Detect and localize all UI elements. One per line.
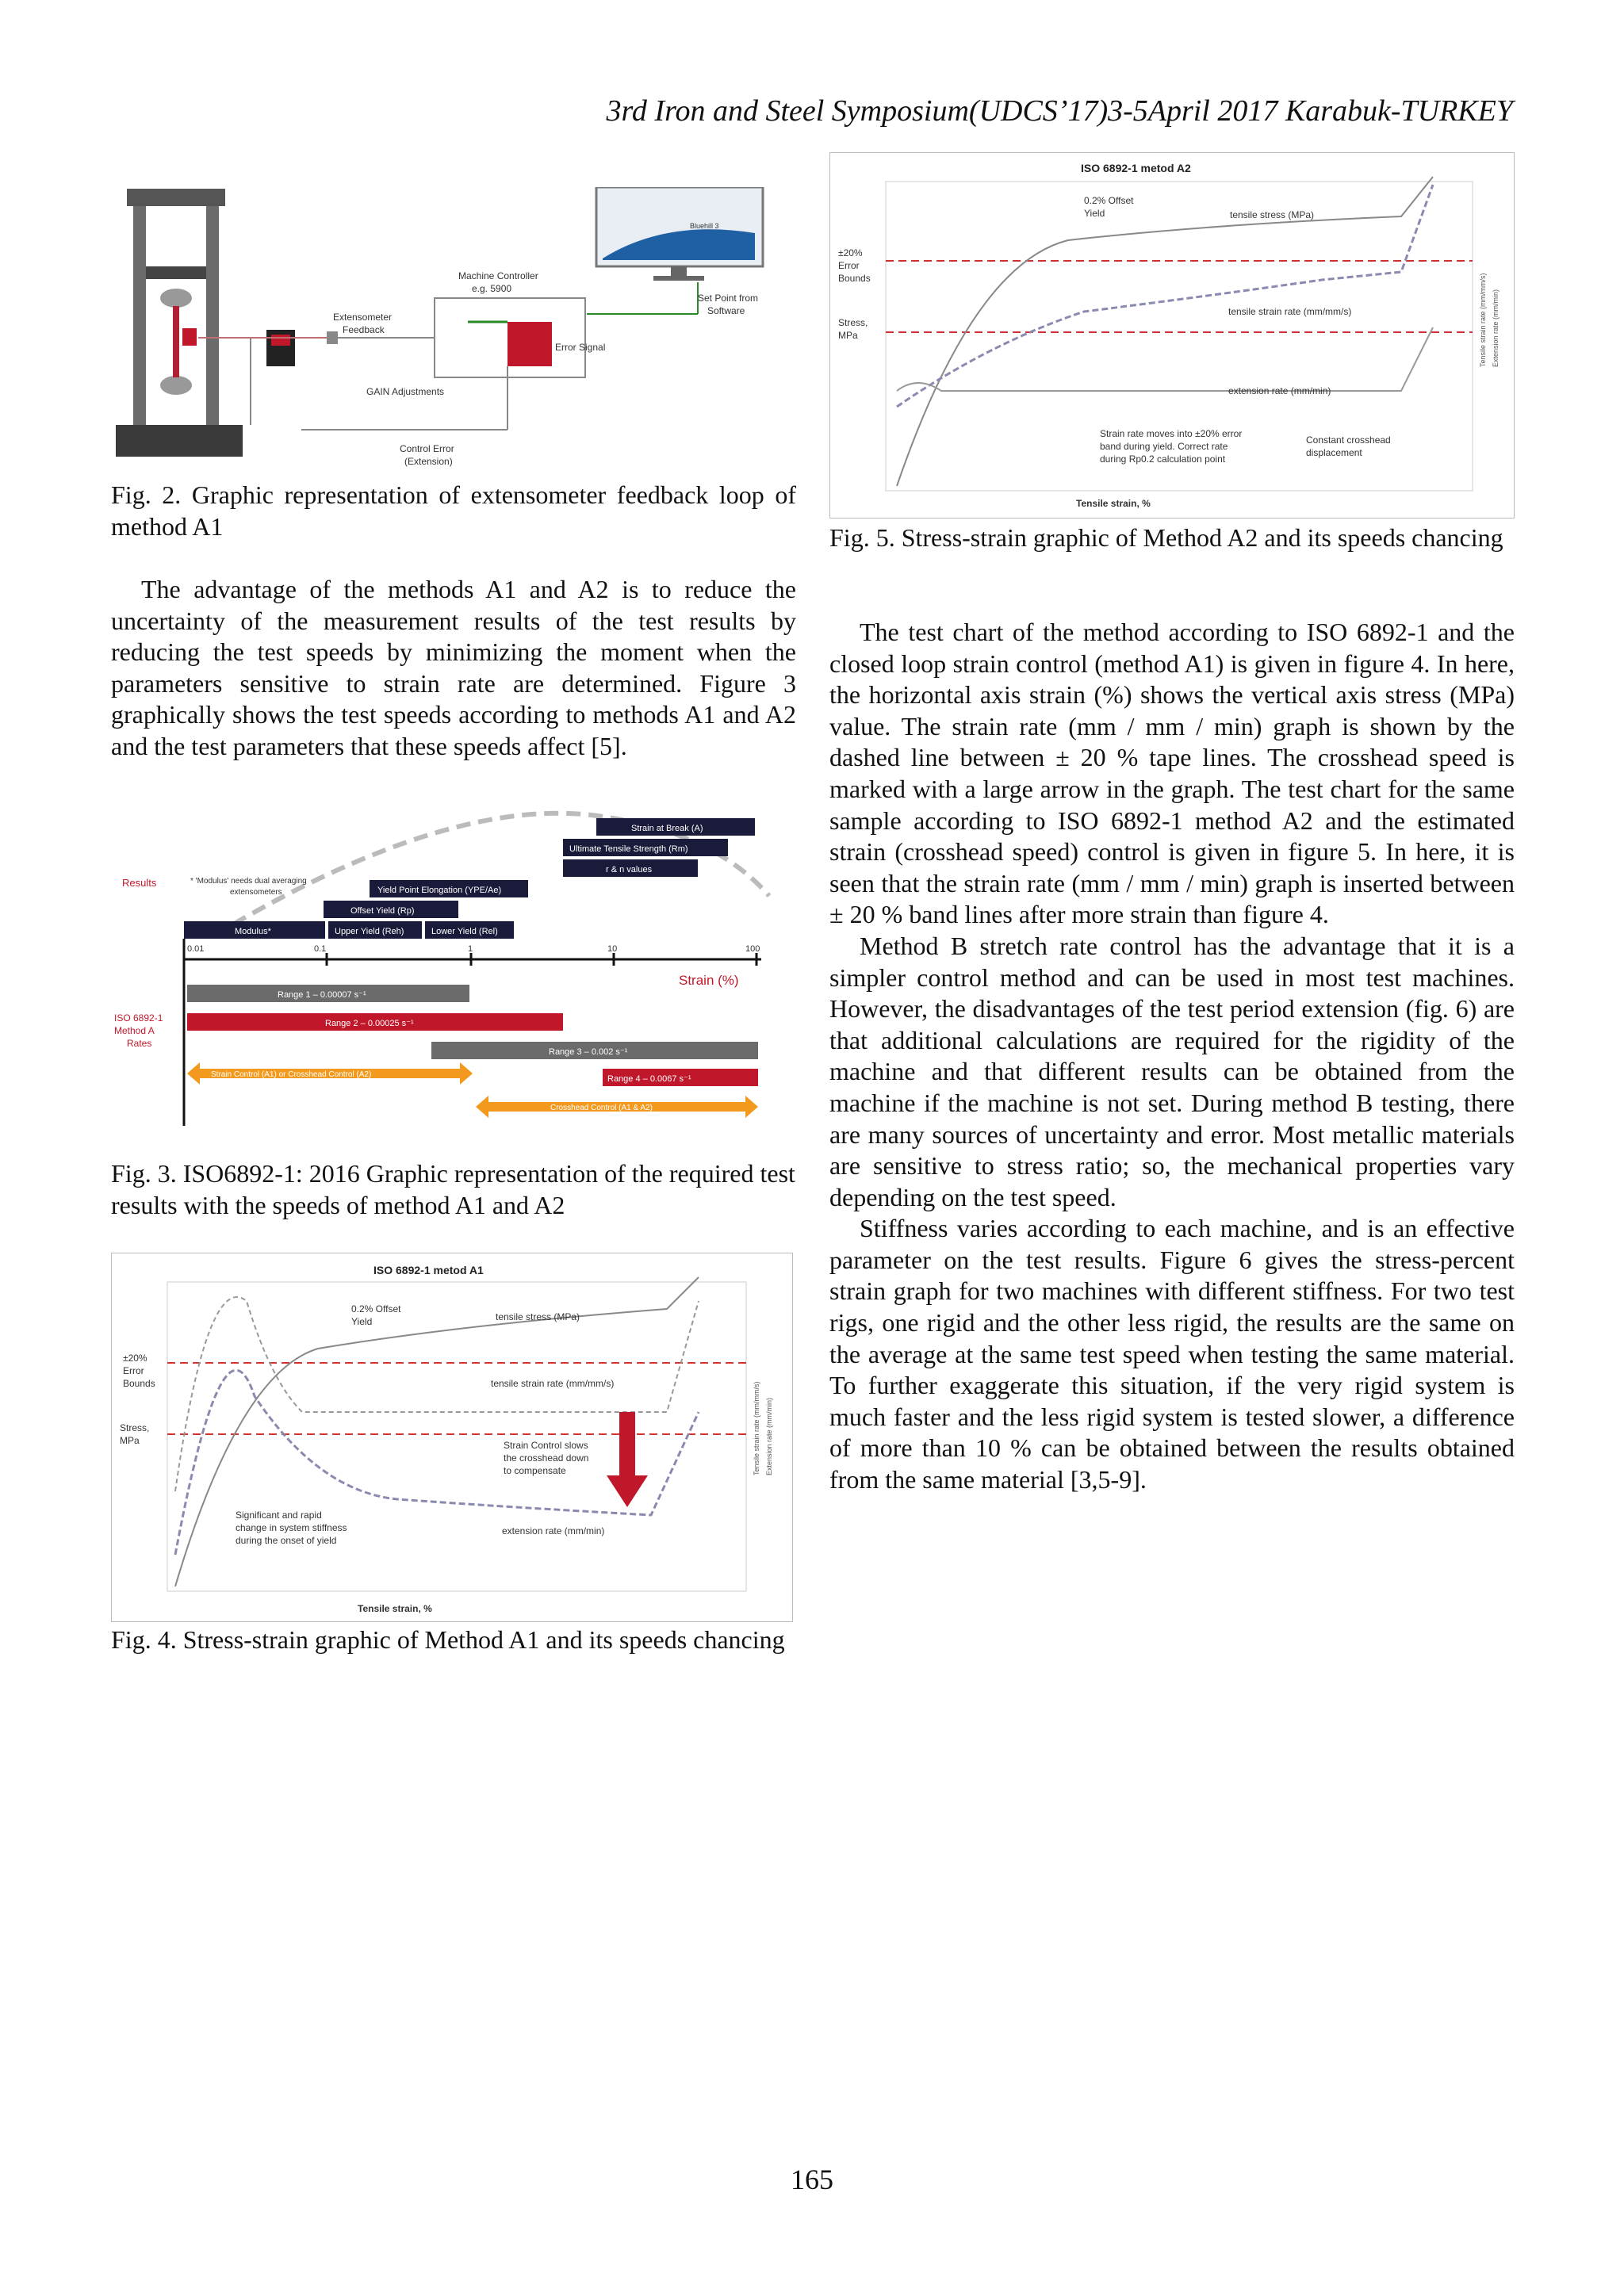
svg-text:Method A: Method A [114, 1025, 155, 1036]
svg-text:Strain Control slows: Strain Control slows [504, 1440, 588, 1451]
svg-text:Tensile strain rate (mm/mm/s): Tensile strain rate (mm/mm/s) [1479, 273, 1487, 367]
svg-text:±20%: ±20% [123, 1353, 147, 1364]
running-header: 3rd Iron and Steel Symposium(UDCS’17)3-5April 2017 Karabuk-TURKEY [606, 94, 1513, 128]
svg-text:Tensile strain rate (mm/mm/s): Tensile strain rate (mm/mm/s) [753, 1381, 760, 1475]
svg-text:ISO 6892-1 metod A2: ISO 6892-1 metod A2 [1081, 162, 1191, 174]
svg-text:Tensile strain, %: Tensile strain, % [358, 1603, 432, 1614]
svg-text:Error: Error [838, 260, 860, 271]
svg-text:Feedback: Feedback [343, 324, 385, 335]
paragraph-right-3: Stiffness varies according to each machine, and is an effective parameter on the test results. Figure 6 gives the stress-percent strain graph for two machines with different stiffness. For two test rigs, one rigid and the other less rigid, the results are the same on the average at the same test speed when testing the same material. To further exaggerate this situation, if the very rigid system is much faster and the less rigid system is tested slower, a difference of more than 10 % can be obtained between the results obtained from the same material [3,5-9]. [829, 1214, 1515, 1494]
error-signal-box [508, 322, 552, 366]
svg-text:Strain at Break (A): Strain at Break (A) [631, 824, 703, 833]
figure-3-diagram [111, 801, 793, 1134]
svg-text:MPa: MPa [120, 1435, 140, 1446]
svg-text:0.2% Offset: 0.2% Offset [1084, 195, 1134, 206]
svg-text:displacement: displacement [1306, 447, 1362, 458]
svg-text:tensile stress (MPa): tensile stress (MPa) [1230, 209, 1315, 220]
grip-top [160, 289, 192, 308]
svg-text:Upper Yield (Reh): Upper Yield (Reh) [335, 927, 404, 936]
svg-text:extension rate (mm/min): extension rate (mm/min) [1228, 385, 1331, 396]
machine-frame-right [206, 195, 219, 449]
machine-top [127, 189, 225, 206]
svg-text:100: 100 [745, 944, 760, 954]
svg-text:Constant crosshead: Constant crosshead [1306, 434, 1391, 446]
figure-2-diagram [111, 187, 793, 473]
svg-text:tensile stress (MPa): tensile stress (MPa) [496, 1311, 580, 1322]
svg-text:Extension rate (mm/min): Extension rate (mm/min) [1492, 289, 1500, 367]
paragraph-right-1: The test chart of the method according to ISO 6892-1 and the closed loop strain control (method A1) is given in figure 4. In here, the horizontal axis strain (%) shows the vertical axis stress (MPa) value. The strain rate (mm / mm / min) graph is shown by the dashed line between ± 20 % tape lines. The crosshead speed is marked with a large arrow in the graph. The test chart for the same sample according to ISO 6892-1 method A2 and the estimated strain (crosshead speed) control is given in figure 5. In here, it is seen that the strain rate (mm / mm / min) graph is inserted between ± 20 % band lines after more strain than figure 4. [829, 618, 1515, 929]
svg-text:GAIN Adjustments: GAIN Adjustments [366, 386, 445, 397]
svg-text:Strain Control (A1) or Crosshe: Strain Control (A1) or Crosshead Control (A2) [211, 1070, 372, 1079]
grip-bottom [160, 376, 192, 395]
figure-3-caption: Fig. 3. ISO6892-1: 2016 Graphic representation of the required test results with the speeds of method A1 and A2 [111, 1159, 795, 1219]
svg-text:e.g. 5900: e.g. 5900 [472, 283, 512, 294]
svg-text:Stress,: Stress, [838, 317, 868, 328]
svg-text:Offset Yield (Rp): Offset Yield (Rp) [350, 906, 415, 916]
svg-text:Crosshead Control (A1 & A2): Crosshead Control (A1 & A2) [550, 1104, 653, 1112]
control-box-screen [271, 335, 290, 346]
svg-text:Yield: Yield [1084, 208, 1105, 219]
figure-2-caption: Fig. 2. Graphic representation of extensometer feedback loop of method A1 [111, 480, 796, 541]
machine-crosshead [146, 266, 206, 279]
svg-text:during Rp0.2 calculation point: during Rp0.2 calculation point [1100, 453, 1226, 465]
svg-text:Machine Controller: Machine Controller [458, 270, 538, 281]
specimen [173, 306, 179, 377]
svg-text:1: 1 [468, 944, 473, 954]
svg-text:Tensile strain, %: Tensile strain, % [1076, 498, 1151, 509]
figure-3 [111, 801, 793, 1134]
svg-text:(Extension): (Extension) [404, 456, 453, 467]
crosshead-arrow [607, 1412, 648, 1507]
figure-4-chart [112, 1253, 792, 1621]
svg-text:tensile strain rate (mm/mm/s): tensile strain rate (mm/mm/s) [1228, 306, 1352, 317]
svg-text:Range 4 – 0.0067 s⁻¹: Range 4 – 0.0067 s⁻¹ [607, 1074, 691, 1084]
svg-text:the crosshead down: the crosshead down [504, 1452, 589, 1464]
svg-text:change in system stiffness: change in system stiffness [236, 1522, 347, 1533]
monitor-stand [671, 266, 687, 277]
svg-text:Bounds: Bounds [838, 273, 871, 284]
machine-frame-left [133, 195, 146, 449]
svg-text:Range 1 – 0.00007 s⁻¹: Range 1 – 0.00007 s⁻¹ [278, 990, 366, 1000]
machine-base [116, 425, 243, 457]
svg-text:tensile strain rate (mm/mm/s): tensile strain rate (mm/mm/s) [491, 1378, 615, 1389]
svg-text:10: 10 [607, 944, 618, 954]
svg-text:Rates: Rates [127, 1038, 152, 1049]
svg-text:Extensometer: Extensometer [333, 312, 393, 323]
svg-text:±20%: ±20% [838, 247, 863, 258]
svg-text:extension rate (mm/min): extension rate (mm/min) [502, 1525, 605, 1536]
svg-text:Stress,: Stress, [120, 1422, 150, 1433]
svg-text:to compensate: to compensate [504, 1465, 566, 1476]
figure-5 [829, 152, 1515, 519]
svg-text:Control Error: Control Error [400, 443, 454, 454]
svg-text:Set Point from: Set Point from [698, 293, 759, 304]
svg-text:* 'Modulus' needs dual averagi: * 'Modulus' needs dual averaging [190, 877, 307, 886]
svg-text:MPa: MPa [838, 330, 858, 341]
figure-5-chart [830, 153, 1514, 518]
paragraph-left: The advantage of the methods A1 and A2 is to reduce the uncertainty of the measurement results of the test results by reducing the test speeds by minimizing the moment when the parameters sensitive to strain rate are determined. Figure 3 graphically shows the test speeds according to methods A1 and A2 and the test parameters that these speeds affect [5]. [111, 575, 796, 760]
extension-rate-curve [897, 327, 1433, 391]
monitor-base [653, 276, 704, 281]
figure-4 [111, 1253, 793, 1622]
figure-5-caption: Fig. 5. Stress-strain graphic of Method A2 and its speeds chancing [829, 523, 1503, 552]
svg-text:0.2% Offset: 0.2% Offset [351, 1303, 401, 1314]
svg-text:Yield Point Elongation (YPE/Ae: Yield Point Elongation (YPE/Ae) [377, 886, 502, 895]
svg-text:ISO 6892-1: ISO 6892-1 [114, 1012, 163, 1024]
svg-text:Strain rate moves into ±20% er: Strain rate moves into ±20% error [1100, 428, 1243, 439]
svg-text:Results: Results [122, 877, 157, 889]
svg-text:Range 2 – 0.00025 s⁻¹: Range 2 – 0.00025 s⁻¹ [325, 1019, 414, 1028]
right-column-text [829, 617, 1515, 1496]
svg-text:during the onset of yield: during the onset of yield [236, 1535, 337, 1546]
svg-text:Strain (%): Strain (%) [679, 973, 739, 988]
svg-text:Error: Error [123, 1365, 144, 1376]
svg-text:ISO 6892-1 metod A1: ISO 6892-1 metod A1 [373, 1264, 484, 1276]
svg-text:0.01: 0.01 [187, 944, 205, 954]
svg-text:r & n values: r & n values [606, 865, 653, 874]
paragraph-right-2: Method B stretch rate control has the advantage that it is a simpler control method and can be used in most test machines. However, the disadvantages of the test period extension (fig. 6) are that additional calculations are required for the rigidity of the machine and that different results can be obtained from the machine if the machine is not set. During method B testing, there are many sources of uncertainty and error. Most metallic materials are sensitive to stress ratio; so, the mechanical properties vary depending on the test speed. [829, 931, 1515, 1211]
svg-text:Lower Yield (Rel): Lower Yield (Rel) [431, 927, 498, 936]
svg-text:Modulus*: Modulus* [235, 927, 271, 936]
svg-text:0.1: 0.1 [314, 944, 327, 954]
svg-text:Range 3 – 0.002 s⁻¹: Range 3 – 0.002 s⁻¹ [549, 1047, 628, 1057]
svg-text:Yield: Yield [351, 1316, 373, 1327]
monitor-brand: Bluehill 3 [690, 222, 719, 230]
figure-4-caption: Fig. 4. Stress-strain graphic of Method A1 and its speeds chancing [111, 1625, 785, 1654]
svg-text:Extension rate (mm/min): Extension rate (mm/min) [765, 1397, 773, 1475]
extensometer [182, 328, 197, 346]
page-number: 165 [791, 2164, 833, 2195]
svg-text:band during yield. Correct rat: band during yield. Correct rate [1100, 441, 1228, 452]
svg-text:Ultimate Tensile Strength (Rm): Ultimate Tensile Strength (Rm) [569, 844, 688, 854]
svg-text:extensometers: extensometers [230, 888, 282, 897]
svg-text:Significant and rapid: Significant and rapid [236, 1510, 322, 1521]
svg-text:Bounds: Bounds [123, 1378, 155, 1389]
svg-text:Software: Software [707, 305, 745, 316]
figure-2 [111, 187, 793, 473]
svg-text:Error Signal: Error Signal [555, 342, 606, 353]
